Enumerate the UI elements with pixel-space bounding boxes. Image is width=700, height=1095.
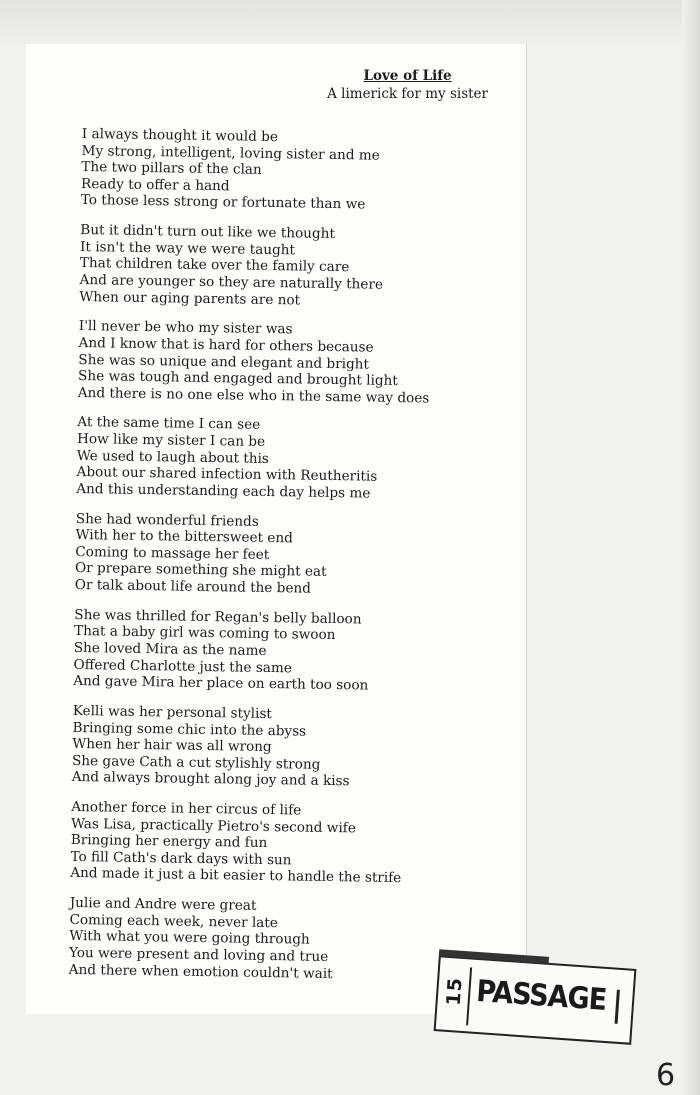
poem-line: Julie and Andre were great <box>69 895 257 915</box>
poem-line: And there is no one else who in the same way does <box>77 384 430 407</box>
poem-line: She gave Cath a cut stylishly strong <box>71 752 321 773</box>
poem-line: That a baby girl was coming to swoon <box>73 623 336 644</box>
poem-line: She had wonderful friends <box>75 510 259 530</box>
stanza <box>72 703 493 793</box>
poem-line: She loved Mira as the name <box>73 639 267 659</box>
poem-line: She was tough and engaged and brought light <box>77 368 398 390</box>
page-number: 6 <box>656 1058 676 1093</box>
poem-line: Or talk about life around the bend <box>74 576 312 597</box>
poem-line: At the same time I can see <box>77 414 261 434</box>
poem-line: Offered Charlotte just the same <box>73 656 292 676</box>
poem-line: Was Lisa, practically Pietro's second wife <box>70 815 356 837</box>
stanza <box>70 799 491 889</box>
poem-heading <box>327 68 488 103</box>
stanza <box>69 895 490 985</box>
poem-line: The two pillars of the clan <box>81 159 262 179</box>
poem-line: Kelli was her personal stylist <box>72 702 272 722</box>
stamp-divider <box>466 967 472 1025</box>
poem-line: With her to the bittersweet end <box>75 527 293 547</box>
poem-line: When her hair was all wrong <box>72 736 272 756</box>
poem-line: To those less strong or fortunate than we <box>80 192 366 213</box>
poem-line: Ready to offer a hand <box>80 175 230 195</box>
poem-title: Love of Life <box>363 68 452 84</box>
poem-subtitle: A limerick for my sister <box>327 86 488 102</box>
poem-line: I always thought it would be <box>81 126 279 146</box>
poem-line: She was so unique and elegant and bright <box>78 351 370 373</box>
poem-line: Bringing her energy and fun <box>70 832 268 852</box>
poem-line: We used to laugh about this <box>76 447 269 467</box>
stanza <box>78 318 499 408</box>
stanza <box>81 126 502 216</box>
poem-line: Bringing some chic into the abyss <box>72 719 307 740</box>
poem-line: And made it just a bit easier to handle the strife <box>70 865 402 887</box>
poem-line: She was thrilled for Regan's belly balloon <box>74 606 362 628</box>
stanza <box>73 607 494 697</box>
stanza <box>76 414 497 504</box>
stanza <box>79 222 500 312</box>
poem-line: That children take over the family care <box>79 255 350 276</box>
stamp-number: 15 <box>442 976 467 1007</box>
poem-line: Coming to massage her feet <box>75 543 270 563</box>
stamp-word: PASSAGE <box>475 973 608 1018</box>
poem-line: You were present and loving and true <box>68 944 329 966</box>
poem-line: Or prepare something she might eat <box>74 560 327 581</box>
poem-line: But it didn't turn out like we thought <box>80 222 336 243</box>
poem-line: How like my sister I can be <box>76 431 266 450</box>
passage-stamp <box>434 955 637 1045</box>
poem-line: I'll never be who my sister was <box>78 318 293 338</box>
stamp-end-bar <box>615 990 620 1024</box>
scan-edge-right <box>682 0 700 1095</box>
poem-line: And gave Mira her place on earth too soon <box>73 673 369 694</box>
poem-line: And there when emotion couldn't wait <box>68 961 333 982</box>
poem-line: It isn't the way we were taught <box>79 238 296 259</box>
poem-line: To fill Cath's dark days with sun <box>70 848 292 869</box>
stanza <box>75 511 496 601</box>
poem-line: When our aging parents are not <box>79 288 301 308</box>
poem-line: And are younger so they are naturally there <box>79 271 384 293</box>
poem-line: My strong, intelligent, loving sister and me <box>81 142 380 164</box>
poem-line: With what you were going through <box>69 928 310 949</box>
poem-line: Another force in her circus of life <box>71 799 302 819</box>
poem-line: Coming each week, never late <box>69 911 278 932</box>
poem-line: And this understanding each day helps me <box>76 480 371 502</box>
poem-body <box>68 126 502 998</box>
poem-line: About our shared infection with Reutheritis <box>76 464 378 485</box>
scan-edge-top <box>0 0 700 44</box>
poem-line: And I know that is hard for others because <box>78 334 374 356</box>
poem-line: And always brought along joy and a kiss <box>71 769 350 790</box>
